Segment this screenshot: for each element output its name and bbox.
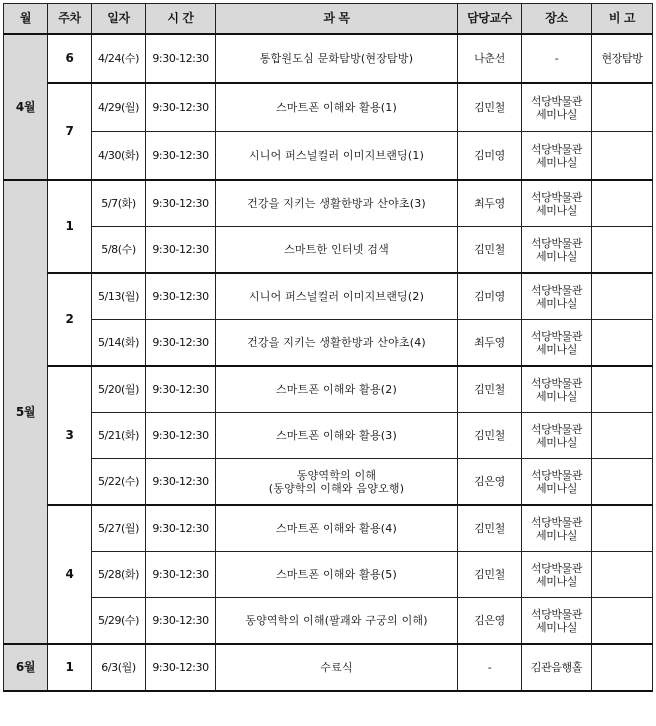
note-cell — [592, 552, 653, 598]
time-cell: 9:30-12:30 — [146, 366, 216, 413]
instructor-cell: 최두영 — [458, 180, 522, 227]
week-cell: 4 — [48, 505, 92, 644]
date-cell: 5/13(월) — [92, 273, 146, 320]
header-month: 월 — [4, 4, 48, 35]
time-cell: 9:30-12:30 — [146, 459, 216, 506]
week-cell: 3 — [48, 366, 92, 505]
note-cell — [592, 413, 653, 459]
table-row — [4, 644, 653, 691]
date-cell: 5/14(화) — [92, 320, 146, 367]
subject-cell: 통합원도심 문화탐방(현장탐방) — [216, 34, 458, 83]
instructor-cell: 김미영 — [458, 273, 522, 320]
time-cell: 9:30-12:30 — [146, 552, 216, 598]
note-cell — [592, 83, 653, 132]
subject-cell: 동양역학의 이해 (동양학의 이해와 음양오행) — [216, 459, 458, 506]
table-row — [4, 598, 653, 645]
table-row — [4, 34, 653, 83]
table-row — [4, 552, 653, 598]
time-cell: 9:30-12:30 — [146, 132, 216, 181]
date-cell: 5/7(화) — [92, 180, 146, 227]
week-cell: 2 — [48, 273, 92, 366]
place-cell: 석당박물관 세미나실 — [522, 83, 592, 132]
time-cell: 9:30-12:30 — [146, 83, 216, 132]
place-cell: 석당박물관 세미나실 — [522, 459, 592, 506]
instructor-cell: 나춘선 — [458, 34, 522, 83]
subject-cell: 스마트폰 이해와 활용(5) — [216, 552, 458, 598]
subject-cell: 시니어 퍼스널컬러 이미지브랜딩(2) — [216, 273, 458, 320]
subject-cell: 시니어 퍼스널컬러 이미지브랜딩(1) — [216, 132, 458, 181]
place-cell: 석당박물관 세미나실 — [522, 505, 592, 552]
instructor-cell: 최두영 — [458, 320, 522, 367]
note-cell — [592, 227, 653, 274]
place-cell: 석당박물관 세미나실 — [522, 366, 592, 413]
note-cell — [592, 273, 653, 320]
date-cell: 5/28(화) — [92, 552, 146, 598]
subject-cell: 수료식 — [216, 644, 458, 691]
week-cell: 7 — [48, 83, 92, 180]
place-cell: 석당박물관 세미나실 — [522, 413, 592, 459]
date-cell: 5/29(수) — [92, 598, 146, 645]
subject-cell: 건강을 지키는 생활한방과 산야초(3) — [216, 180, 458, 227]
date-cell: 5/27(월) — [92, 505, 146, 552]
instructor-cell: 김은영 — [458, 598, 522, 645]
time-cell: 9:30-12:30 — [146, 598, 216, 645]
date-cell: 4/29(월) — [92, 83, 146, 132]
time-cell: 9:30-12:30 — [146, 644, 216, 691]
place-cell: 석당박물관 세미나실 — [522, 180, 592, 227]
header-subject: 과 목 — [216, 4, 458, 35]
note-cell — [592, 505, 653, 552]
table-row — [4, 273, 653, 320]
place-cell: 석당박물관 세미나실 — [522, 132, 592, 181]
header-week: 주차 — [48, 4, 92, 35]
schedule-table — [3, 3, 653, 692]
time-cell: 9:30-12:30 — [146, 227, 216, 274]
subject-cell: 스마트폰 이해와 활용(4) — [216, 505, 458, 552]
instructor-cell: 김민철 — [458, 413, 522, 459]
subject-cell: 동양역학의 이해(팔괘와 구궁의 이해) — [216, 598, 458, 645]
note-cell — [592, 598, 653, 645]
place-cell: 석당박물관 세미나실 — [522, 598, 592, 645]
instructor-cell: 김민철 — [458, 505, 522, 552]
table-row — [4, 83, 653, 132]
subject-cell: 스마트폰 이해와 활용(1) — [216, 83, 458, 132]
instructor-cell: 김민철 — [458, 552, 522, 598]
subject-cell: 스마트폰 이해와 활용(3) — [216, 413, 458, 459]
instructor-cell: 김민철 — [458, 366, 522, 413]
note-cell — [592, 320, 653, 367]
place-cell: - — [522, 34, 592, 83]
time-cell: 9:30-12:30 — [146, 505, 216, 552]
place-cell: 석당박물관 세미나실 — [522, 552, 592, 598]
place-cell: 석당박물관 세미나실 — [522, 227, 592, 274]
instructor-cell: - — [458, 644, 522, 691]
header-time: 시 간 — [146, 4, 216, 35]
month-cell: 6월 — [4, 644, 48, 691]
subject-cell: 스마트폰 이해와 활용(2) — [216, 366, 458, 413]
date-cell: 4/30(화) — [92, 132, 146, 181]
date-cell: 4/24(수) — [92, 34, 146, 83]
time-cell: 9:30-12:30 — [146, 320, 216, 367]
place-cell: 석당박물관 세미나실 — [522, 273, 592, 320]
date-cell: 5/8(수) — [92, 227, 146, 274]
table-row — [4, 180, 653, 227]
time-cell: 9:30-12:30 — [146, 413, 216, 459]
time-cell: 9:30-12:30 — [146, 180, 216, 227]
date-cell: 6/3(월) — [92, 644, 146, 691]
table-row — [4, 413, 653, 459]
subject-cell: 스마트한 인터넷 검색 — [216, 227, 458, 274]
week-cell: 6 — [48, 34, 92, 83]
date-cell: 5/21(화) — [92, 413, 146, 459]
table-row — [4, 227, 653, 274]
place-cell: 석당박물관 세미나실 — [522, 320, 592, 367]
time-cell: 9:30-12:30 — [146, 34, 216, 83]
week-cell: 1 — [48, 180, 92, 273]
month-cell: 5월 — [4, 180, 48, 644]
note-cell — [592, 132, 653, 181]
instructor-cell: 김민철 — [458, 83, 522, 132]
table-row — [4, 505, 653, 552]
header-note: 비 고 — [592, 4, 653, 35]
table-row — [4, 459, 653, 506]
date-cell: 5/22(수) — [92, 459, 146, 506]
subject-cell: 건강을 지키는 생활한방과 산야초(4) — [216, 320, 458, 367]
week-cell: 1 — [48, 644, 92, 691]
note-cell — [592, 644, 653, 691]
date-cell: 5/20(월) — [92, 366, 146, 413]
instructor-cell: 김민철 — [458, 227, 522, 274]
note-cell — [592, 459, 653, 506]
place-cell: 김관음행홀 — [522, 644, 592, 691]
header-date: 일자 — [92, 4, 146, 35]
note-cell: 현장탐방 — [592, 34, 653, 83]
table-row — [4, 320, 653, 367]
header-place: 장소 — [522, 4, 592, 35]
header-instructor: 담당교수 — [458, 4, 522, 35]
instructor-cell: 김은영 — [458, 459, 522, 506]
table-row — [4, 132, 653, 181]
time-cell: 9:30-12:30 — [146, 273, 216, 320]
month-cell: 4월 — [4, 34, 48, 180]
header-row — [4, 4, 653, 35]
note-cell — [592, 366, 653, 413]
table-row — [4, 366, 653, 413]
instructor-cell: 김미영 — [458, 132, 522, 181]
note-cell — [592, 180, 653, 227]
